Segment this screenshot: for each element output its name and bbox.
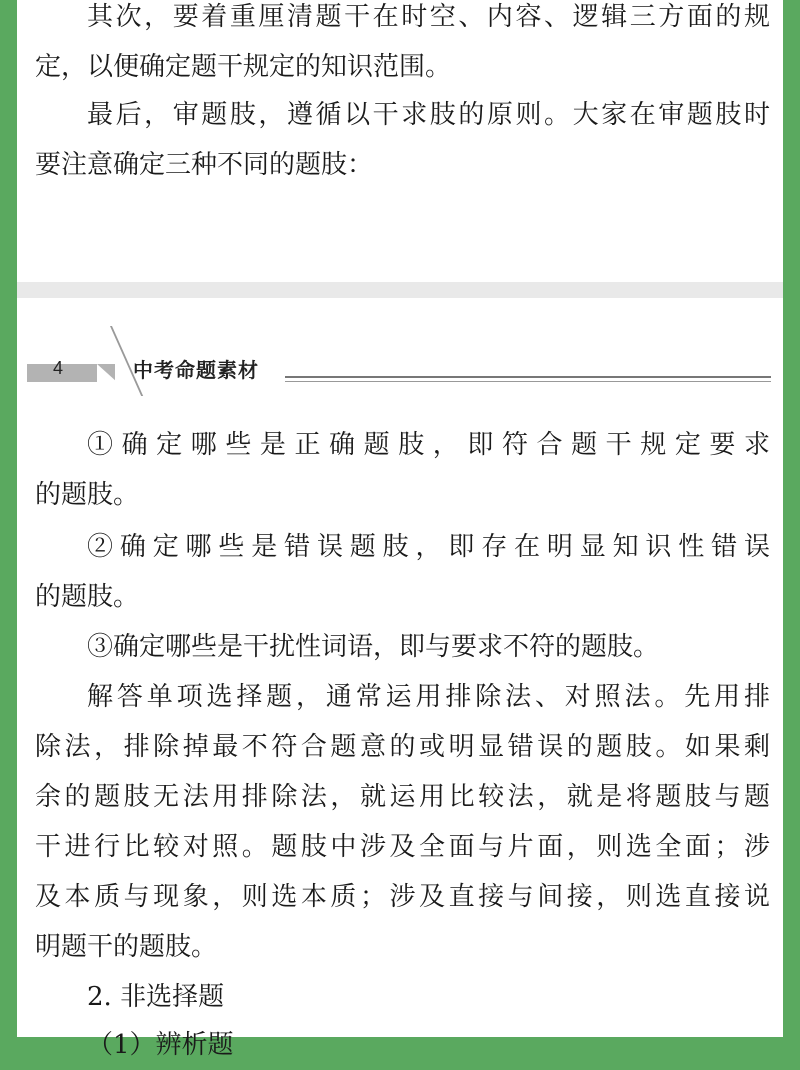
paragraph-line: 明题干的题肢。 [35, 932, 218, 962]
page-bottom [17, 298, 783, 1060]
subheading: 2. 非选择题 [87, 982, 225, 1012]
paragraph-line: 解答单项选择题，通常运用排除法、对照法。先用排 [87, 682, 770, 712]
paragraph-line: ③确定哪些是干扰性词语，即与要求不符的题肢。 [87, 632, 660, 662]
section-title: 中考命题素材 [133, 358, 259, 382]
paragraph-line: 余的题肢无法用排除法，就运用比较法，就是将题肢与题 [35, 782, 770, 812]
page-top [17, 0, 783, 282]
paragraph-line: 其次，要着重厘清题干在时空、内容、逻辑三方面的规 [87, 2, 770, 32]
paragraph-line: 最后，审题肢，遵循以干求肢的原则。大家在审题肢时 [87, 100, 770, 130]
paragraph-line: ①确定哪些是正确题肢，即符合题干规定要求 [87, 430, 770, 460]
paragraph-line: 及本质与现象，则选本质；涉及直接与间接，则选直接说 [35, 882, 770, 912]
header-rule-thin [285, 381, 771, 382]
subheading: （1）辨析题 [87, 1030, 234, 1060]
paragraph-line: 定，以便确定题干规定的知识范围。 [35, 52, 452, 82]
paragraph-line: 除法，排除掉最不符合题意的或明显错误的题肢。如果剩 [35, 732, 770, 762]
paragraph-line: ②确定哪些是错误题肢，即存在明显知识性错误 [87, 532, 770, 562]
paragraph-line: 干进行比较对照。题肢中涉及全面与片面，则选全面；涉 [35, 832, 770, 862]
paragraph-line: 要注意确定三种不同的题肢： [35, 150, 374, 180]
paragraph-line: 的题肢。 [35, 480, 140, 510]
paragraph-line: 的题肢。 [35, 582, 140, 612]
page-separator [17, 282, 783, 298]
header-rule [285, 376, 771, 378]
page-number: 4 [53, 358, 64, 378]
tab-notch [97, 364, 117, 382]
